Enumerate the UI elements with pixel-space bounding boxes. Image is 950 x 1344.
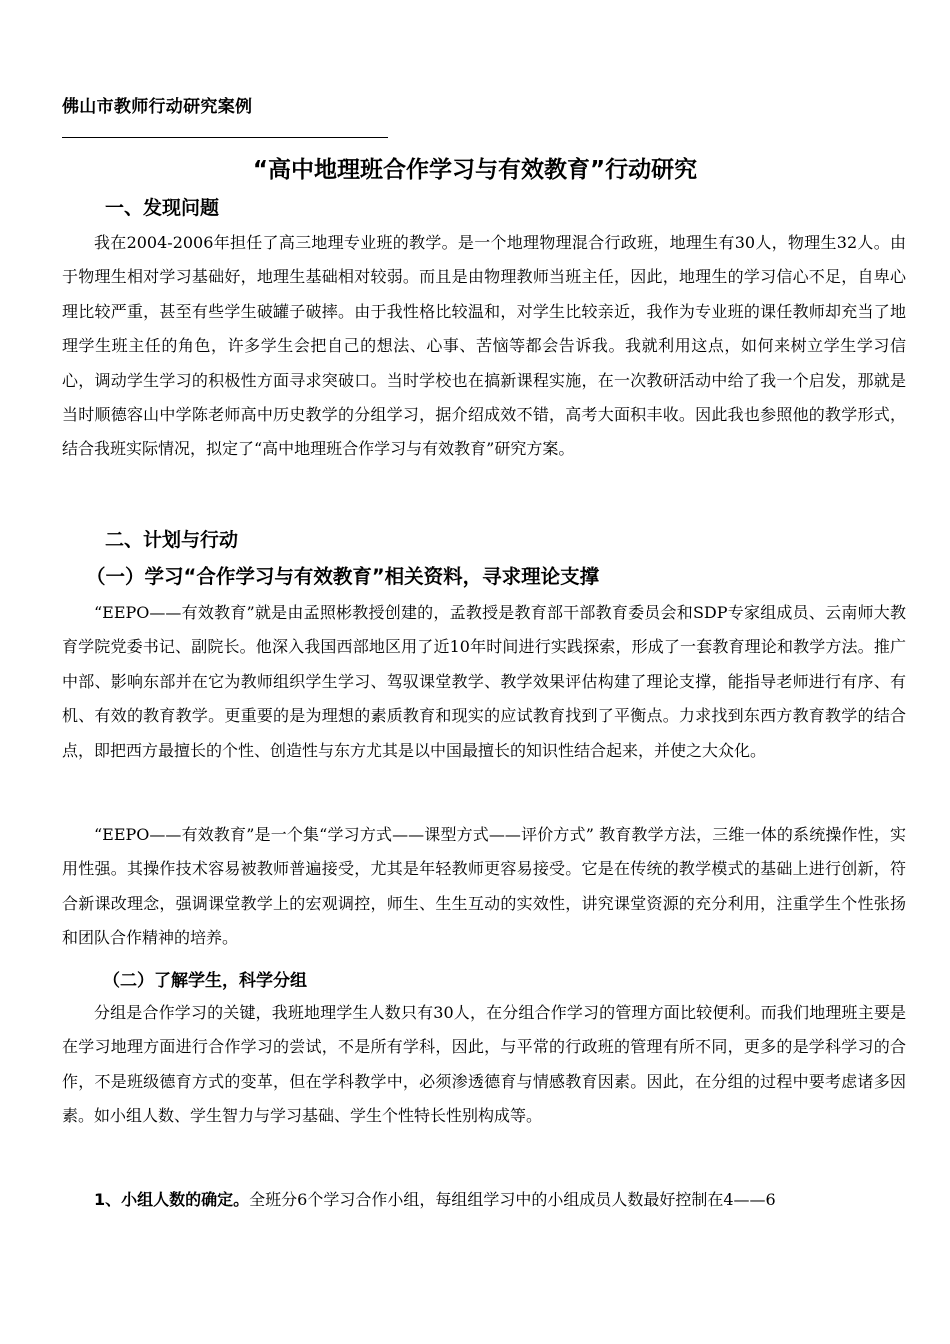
group-size-text: 全班分6个学习合作小组，每组组学习中的小组成员人数最好控制在4——6 xyxy=(249,1190,776,1209)
section-heading-plan: 二、计划与行动 xyxy=(105,529,239,551)
paragraph-group-size xyxy=(62,1183,906,1217)
document-header: 佛山市教师行动研究案例 xyxy=(62,97,253,117)
paragraph-problem: 我在2004-2006年担任了高三地理专业班的教学。是一个地理物理混合行政班，地理生有30人，物理生32人。由于物理生相对学习基础好，地理生基础相对较弱。而且是由物理教师当班主任，因此，地理生的学习信心不足，自卑心理比较严重，甚至有些学生破罐子破摔。由于我性格比较温和，对学生比较亲近，我作为专业班的课任教师却充当了地理学生班主任的角色，许多学生会把自己的想法、心事、苦恼等都会告诉我。我就利用这点，如何来树立学生学习信心，调动学生学习的积极性方面寻求突破口。当时学校也在搞新课程实施，在一次教研活动中给了我一个启发，那就是当时顺德容山中学陈老师高中历史教学的分组学习，据介绍成效不错，高考大面积丰收。因此我也参照他的教学形式，结合我班实际情况，拟定了“高中地理班合作学习与有效教育”研究方案。 xyxy=(62,233,906,459)
section-heading-problem: 一、发现问题 xyxy=(105,197,220,219)
paragraph-grouping: 分组是合作学习的关键，我班地理学生人数只有30人，在分组合作学习的管理方面比较便利。而我们地理班主要是在学习地理方面进行合作学习的尝试，不是所有学科，因此，与平常的行政班的管理有所不同，更多的是学科学习的合作，不是班级德育方式的变革，但在学科教学中，必须渗透德育与情感教育因素。因此，在分组的过程中要考虑诸多因素。如小组人数、学生智力与学习基础、学生个性特长性别构成等。 xyxy=(62,1003,906,1126)
paragraph-eepo-definition: “EEPO——有效教育”就是由孟照彬教授创建的，孟教授是教育部干部教育委员会和SDP专家组成员、云南师大教育学院党委书记、副院长。他深入我国西部地区用了近10年时间进行实践探索，形成了一套教育理论和教学方法。推广中部、影响东部并在它为教师组织学生学习、驾驭课堂教学、教学效果评估构建了理论支撑，能指导老师进行有序、有机、有效的教育教学。更重要的是为理想的素质教育和现实的应试教育找到了平衡点。力求找到东西方教育教学的结合点，即把西方最擅长的个性、创造性与东方尤其是以中国最擅长的知识性结合起来，并使之大众化。 xyxy=(62,603,906,760)
subsection-heading-theory: （一）学习“合作学习与有效教育”相关资料，寻求理论支撑 xyxy=(86,565,600,588)
group-size-lead: 1、小组人数的确定。 xyxy=(94,1190,250,1209)
header-divider xyxy=(62,137,388,138)
subsection-heading-grouping: （二）了解学生，科学分组 xyxy=(103,971,307,991)
paragraph-eepo-method: “EEPO——有效教育”是一个集“学习方式——课型方式——评价方式” 教育教学方法，三维一体的系统操作性，实用性强。其操作技术容易被教师普遍接受，尤其是年轻教师更容易接受。它是在传统的教学模式的基础上进行创新，符合新课改理念，强调课堂教学上的宏观调控，师生、生生互动的实效性，讲究课堂资源的充分利用，注重学生个性张扬和团队合作精神的培养。 xyxy=(62,825,906,948)
document-title: “高中地理班合作学习与有效教育”行动研究 xyxy=(252,157,698,183)
